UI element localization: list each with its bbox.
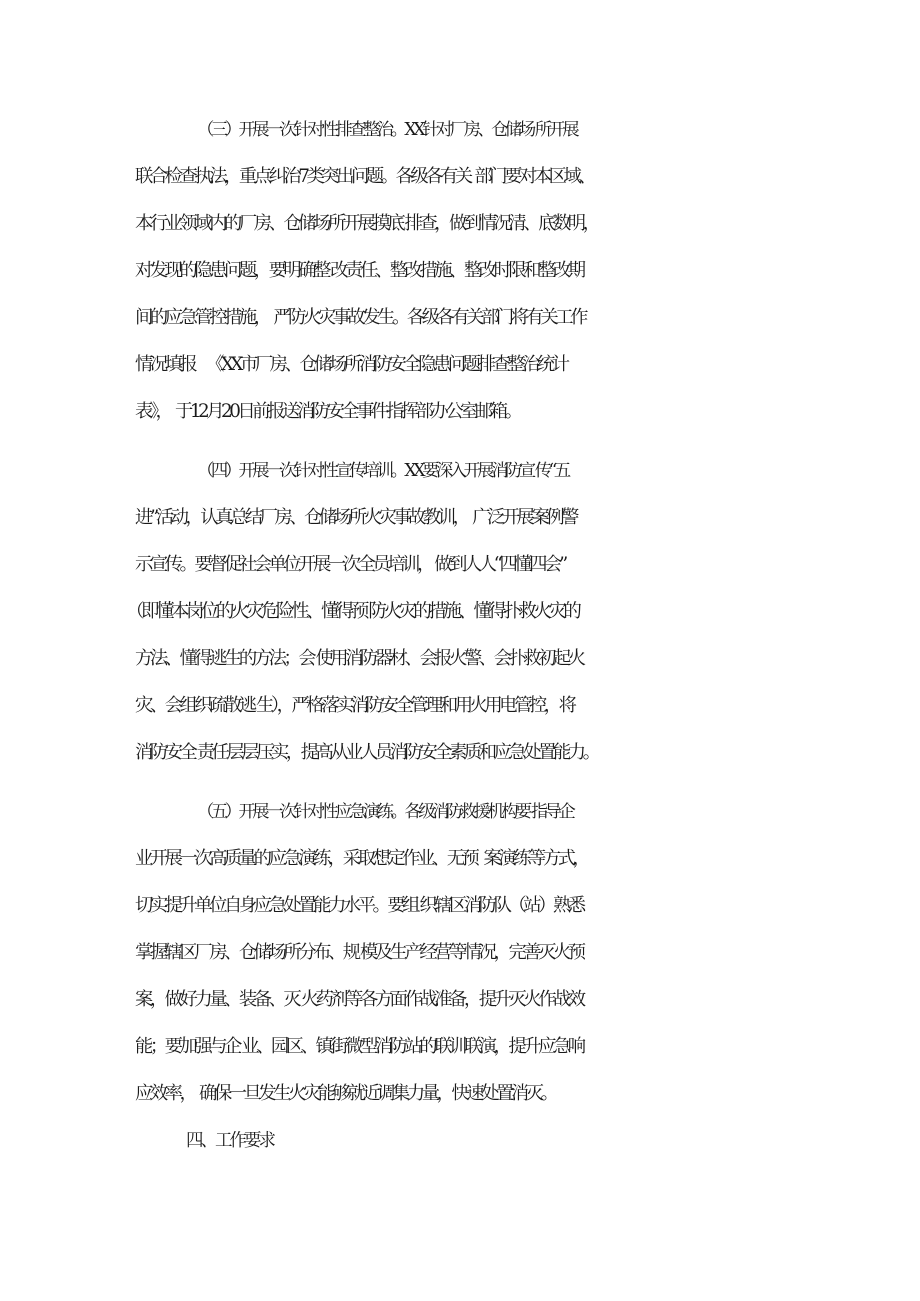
- section-5-line-3: 切实提升单位自身应急处置能力水平。要组 织辖区消防队（站）熟悉: [135, 895, 583, 916]
- section-5-line-6: 能；要加强与企 业、园区、镇街微型消防站的联训联演，提升应急响: [135, 1036, 583, 1057]
- section-5-line-7: 应效率， 确保一旦发生火灾能够就近调集力量，快速处置消灭。: [135, 1083, 556, 1104]
- section-3-line-2: 联合检查执法，重点纠治7类突出问题。各级各有关 部门要对本区域、: [135, 166, 594, 187]
- section-heading-work-requirements: 四、工作要求: [186, 1131, 273, 1151]
- section-4-line-1: （四）开展一次针对性宣传培训。XX要深入开展消防宣 传“五: [197, 461, 568, 481]
- section-5-line-1: （五）开展一次针对性应急演练。各级消防救援机构要 指导企: [197, 802, 573, 822]
- section-4-line-4: （即懂本岗位的火灾危险性、懂得预 防火灾的措施、懂得扑救火灾的: [126, 601, 579, 622]
- section-3-line-6: 情况填报 《XX市厂房、仓储场所消防安全隐患问题排查整治统计: [135, 354, 567, 375]
- section-3-line-3: 本行业领域内的厂房、仓储场所开展摸底 排查，做到情况清、底数明，: [135, 213, 598, 234]
- section-4-line-2: 进”活动，认真总结厂房、仓储场所火灾事故教训， 广泛开展案例警: [135, 507, 577, 528]
- section-5-line-2: 业开展一次高质量的应急演练，采取想定作业、无预 案演练等方式，: [135, 848, 588, 869]
- section-5-line-4: 掌握辖区厂房、仓储场所分布、规 模及生产经营等情况，完善灭火预: [135, 942, 583, 963]
- section-3-line-4: 对发现的隐患问题，要明确整 改责任、整改措施、整改时限和整改期: [135, 260, 583, 281]
- section-5-line-5: 案，做好力量、装备、灭 火药剂等各方面作战准备，提升灭火作战效: [135, 989, 583, 1010]
- section-3-line-5: 间的应急管控措施， 严防火灾事故发生。各级各有关部门将有关工作: [135, 307, 585, 328]
- section-4-line-5: 方法、懂得逃生的方法；会 使用消防器材、会报火警、会扑救初起火: [135, 648, 583, 669]
- section-4-line-3: 示宣传。要督促社会单位开展一次全员培训， 做到人人“四懂四会”: [135, 554, 565, 575]
- section-3-line-1: （三）开展一次针对性排查整治。XX针对厂房、仓储场 所开展: [197, 120, 577, 140]
- section-4-line-7: 消防安全 责任层层压实，提高从业人员消防安全素质和应急处置能力。: [135, 742, 598, 763]
- section-4-line-6: 灾、会组织疏散逃 生），严格落实消防安全管理和用火用电管控，将: [135, 695, 574, 716]
- section-3-line-7: 表》， 于12月20日前报送消防安全事件指挥部办公室邮箱。: [135, 401, 520, 422]
